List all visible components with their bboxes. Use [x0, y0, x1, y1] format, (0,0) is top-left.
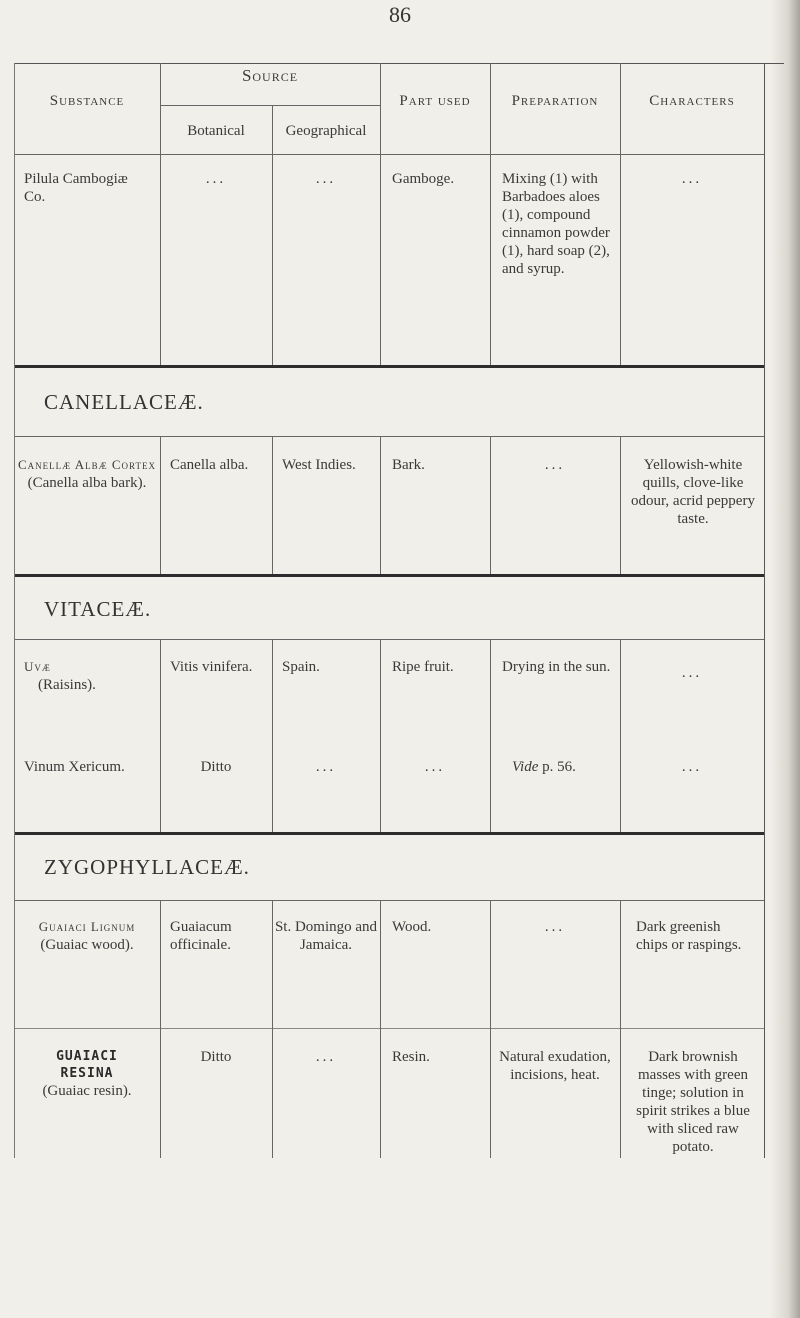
header-vline-1: [160, 63, 161, 155]
section-title-canellaceae: CANELLACEÆ.: [44, 390, 204, 414]
uvae-substance: [24, 658, 154, 694]
guaiaci-resina-substance: [14, 1048, 160, 1100]
pilula-botanical: ...: [205, 171, 227, 187]
row-vline: [272, 155, 273, 365]
guaiaci-lignum-substance-common: (Guaiac wood).: [40, 937, 134, 953]
vinum-preparation: [512, 758, 612, 776]
pilula-characters: ...: [681, 171, 703, 187]
guaiaci-resina-substance-common: (Guaiac resin).: [42, 1083, 132, 1099]
row-vline: [272, 437, 273, 574]
section-title-zygophyllaceae: ZYGOPHYLLACEÆ.: [44, 855, 250, 879]
row-vline: [620, 437, 621, 574]
guaiaci-resina-geographical: ...: [315, 1049, 337, 1065]
row-vline: [160, 640, 161, 832]
header-characters: Characters: [649, 93, 735, 109]
row-vline: [490, 640, 491, 832]
vinum-part: ...: [424, 759, 446, 775]
pilula-preparation: Mixing (1) with Barbadoes aloes (1), compound cinnamon powder (1), hard soap (2), and syrup.: [502, 171, 610, 277]
uvae-substance-name: Uvæ: [24, 659, 51, 674]
uvae-preparation: Drying in the sun.: [502, 659, 611, 675]
pilula-geographical: ...: [315, 171, 337, 187]
uvae-geographical: Spain.: [282, 659, 320, 675]
row-vline: [620, 901, 621, 1158]
guaiaci-lignum-substance-name: Guaiaci Lignum: [38, 919, 136, 934]
section-rule: [14, 832, 764, 835]
guaiaci-resina-part: Resin.: [392, 1049, 430, 1065]
canella-characters: Yellowish-white quills, clove-like odour, acrid peppery taste.: [631, 457, 755, 527]
row-vline: [490, 437, 491, 574]
vinum-substance: Vinum Xericum.: [24, 759, 125, 775]
section-title-vitaceae: VITACEÆ.: [44, 597, 152, 621]
section-subrule: [14, 900, 764, 901]
header-geographical: Geographical: [285, 123, 367, 139]
guaiaci-resina-botanical: Ditto: [200, 1049, 232, 1065]
table-right-border: [764, 63, 765, 1158]
canella-botanical: Canella alba.: [170, 457, 249, 473]
row-vline: [490, 155, 491, 365]
canella-geographical: West Indies.: [282, 457, 356, 473]
guaiaci-lignum-substance: [14, 918, 160, 954]
vinum-characters: ...: [681, 759, 703, 775]
header-vline-2: [272, 105, 273, 155]
canella-preparation: ...: [544, 457, 566, 473]
row-vline: [620, 155, 621, 365]
page-edge-shadow: [770, 0, 800, 1318]
row-vline: [380, 155, 381, 365]
canella-substance-name: Canellæ Albæ Cortex: [18, 457, 156, 472]
vinum-geographical: ...: [315, 759, 337, 775]
header-substance: Substance: [49, 93, 125, 109]
canella-substance-common: (Canella alba bark).: [27, 475, 147, 491]
header-vline-3: [380, 63, 381, 155]
table-left-border: [14, 63, 15, 1158]
guaiaci-lignum-preparation: ...: [544, 919, 566, 935]
pilula-substance: Pilula Cambogiæ Co.: [24, 171, 128, 205]
header-botanical: Botanical: [187, 123, 245, 139]
row-vline: [620, 640, 621, 832]
canella-substance: [14, 456, 160, 492]
table-header: [14, 63, 764, 155]
row-vline: [160, 437, 161, 574]
row-vline: [160, 155, 161, 365]
uvae-botanical: Vitis vinifera.: [170, 659, 253, 675]
uvae-part: Ripe fruit.: [392, 659, 454, 675]
section-rule: [14, 365, 764, 368]
header-source-rule: [160, 105, 380, 106]
header-preparation: Preparation: [511, 93, 599, 109]
guaiaci-lignum-geographical: St. Domingo and Jamaica.: [274, 919, 378, 953]
uvae-characters: ...: [681, 665, 703, 681]
row-vline: [490, 901, 491, 1158]
canella-part: Bark.: [392, 457, 425, 473]
row-vline: [380, 901, 381, 1158]
header-part-used: Part used: [399, 93, 471, 109]
guaiaci-lignum-botanical: Guaiacum officinale.: [170, 919, 232, 953]
guaiaci-resina-substance-name: GUAIACI RESINA: [56, 1049, 118, 1081]
row-separator: [14, 1028, 764, 1029]
page-number: 86: [389, 2, 411, 27]
section-rule: [14, 574, 764, 577]
section-subrule: [14, 436, 764, 437]
row-vline: [380, 640, 381, 832]
header-vline-4: [490, 63, 491, 155]
guaiaci-lignum-part: Wood.: [392, 919, 432, 935]
pilula-part: Gamboge.: [392, 171, 455, 187]
header-vline-5: [620, 63, 621, 155]
vinum-botanical: Ditto: [200, 759, 232, 775]
guaiaci-resina-preparation: Natural exudation, incisions, heat.: [499, 1049, 611, 1083]
row-vline: [160, 901, 161, 1158]
guaiaci-resina-characters: Dark brownish masses with green tinge; solution in spirit strikes a blue with sliced raw potato.: [636, 1049, 750, 1155]
header-bottom-rule: [14, 154, 764, 155]
row-vline: [272, 901, 273, 1158]
row-vline: [380, 437, 381, 574]
guaiaci-lignum-characters: Dark greenish chips or raspings.: [636, 919, 742, 953]
vinum-preparation-vide: Vide: [512, 759, 539, 775]
row-vline: [272, 640, 273, 832]
section-subrule: [14, 639, 764, 640]
vinum-preparation-page: p. 56.: [538, 759, 576, 775]
header-source: Source: [241, 66, 299, 85]
uvae-substance-common: (Raisins).: [38, 677, 96, 693]
